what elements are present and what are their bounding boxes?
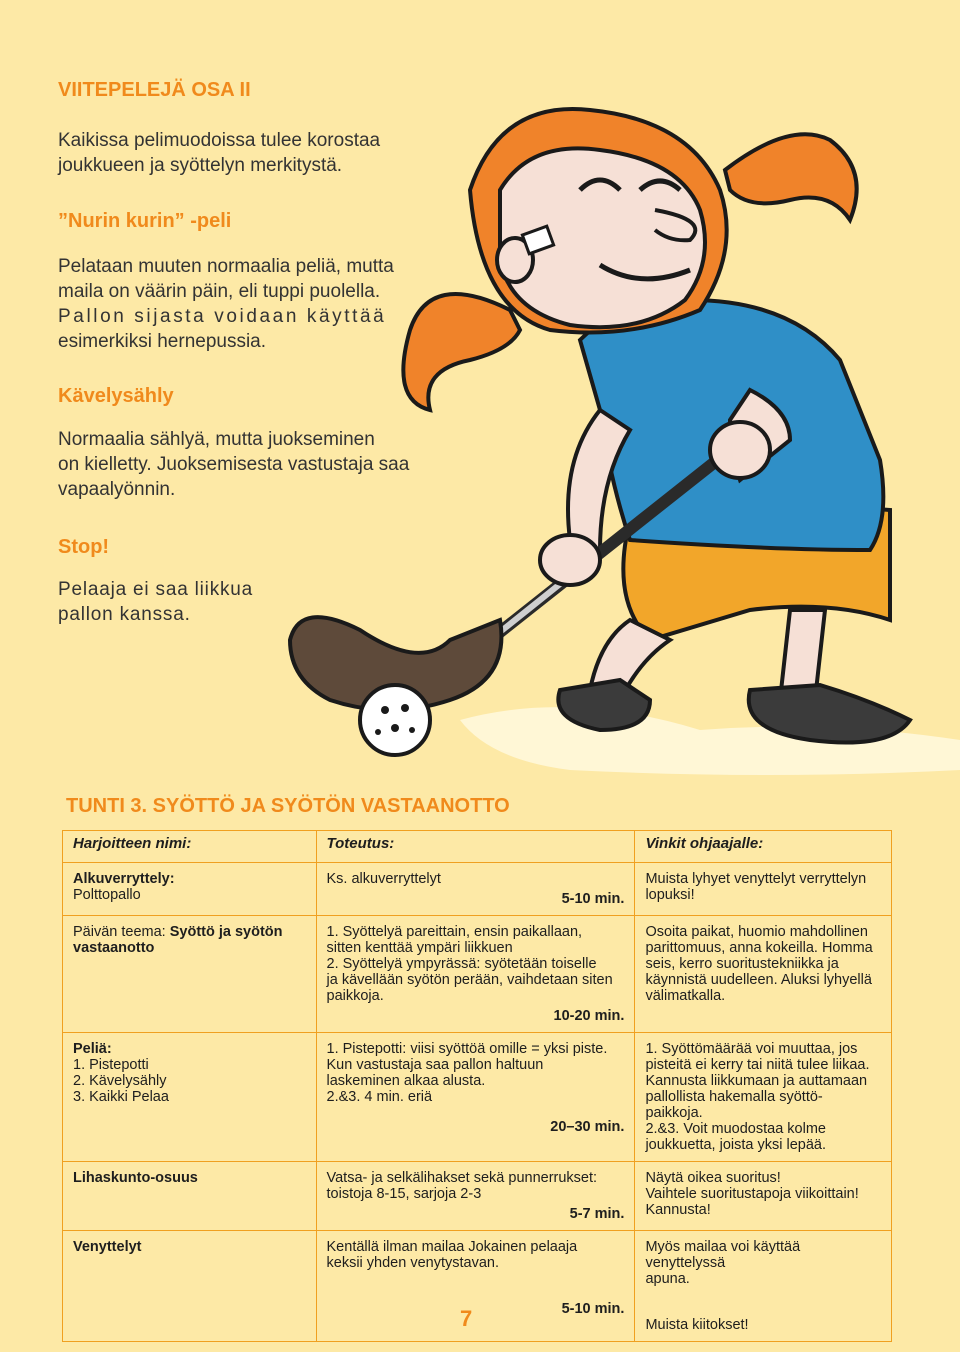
exercise-duration: 5-7 min. bbox=[569, 1206, 625, 1222]
exercise-name: Peliä: 1. Pistepotti 2. Kävelysähly 3. Kaikki Pelaa bbox=[73, 1041, 169, 1105]
exercise-implementation: Vatsa- ja selkälihakset sekä punnerrukset: toistoja 8-15, sarjoja 2-3 5-7 min. bbox=[326, 1170, 625, 1222]
exercise-implementation: Kentällä ilman mailaa Jokainen pelaaja keksii yhden venytystavan. 5-10 min. bbox=[326, 1239, 625, 1317]
floorball-girl-illustration bbox=[270, 80, 960, 780]
game-description-stop: Pelaaja ei saa liikkua pallon kanssa. bbox=[58, 579, 254, 625]
exercise-tips: Näytä oikea suoritus! Vaihtele suoritustapoja viikoittain! Kannusta! bbox=[645, 1170, 859, 1218]
exercise-name: Lihaskunto-osuus bbox=[73, 1170, 198, 1186]
table-row bbox=[63, 1162, 892, 1231]
game-description-kavelysahly: Normaalia sählyä, mutta juokseminen on kielletty. Juoksemisesta vastustaja saa vapaalyönnin. bbox=[58, 429, 410, 500]
exercise-name: Venyttelyt bbox=[73, 1239, 142, 1255]
lesson-title: TUNTI 3. SYÖTTÖ JA SYÖTÖN VASTAANOTTO bbox=[66, 795, 510, 817]
table-row bbox=[63, 863, 892, 916]
exercise-implementation: Ks. alkuverryttelyt 5-10 min. bbox=[326, 871, 625, 907]
exercise-tips: 1. Syöttömäärää voi muuttaa, jos pisteitä ei kerry tai niitä tulee liikaa. Kannusta liikkumaan ja auttamaan pallollista hakemalla syöttö- paikkoja. 2.&3. Voit muodostaa kolme joukkuetta, joista yksi lepää. bbox=[645, 1041, 870, 1153]
exercise-duration: 5-10 min. bbox=[561, 891, 625, 907]
exercise-name: Päivän teema: Syöttö ja syötön vastaanotto bbox=[73, 924, 283, 956]
exercise-duration: 5-10 min. bbox=[561, 1301, 625, 1317]
column-header-tips: Vinkit ohjaajalle: bbox=[635, 831, 892, 863]
table-row bbox=[63, 916, 892, 1033]
table-row bbox=[63, 1033, 892, 1162]
game-heading-stop: Stop! bbox=[58, 536, 110, 558]
exercise-implementation: 1. Syöttelyä pareittain, ensin paikallaan, sitten kenttää ympäri liikkuen 2. Syöttelyä ympyrässä: syötetään toiselle ja kävellään syötön perään, vaihdetaan siten paikkoja. 10-20 min. bbox=[326, 924, 625, 1024]
column-header-implementation: Toteutus: bbox=[316, 831, 635, 863]
game-heading-nurin-kurin: ”Nurin kurin” -peli bbox=[58, 210, 232, 232]
page-title: VIITEPELEJÄ OSA II bbox=[58, 79, 251, 101]
game-heading-kavelysahly: Kävelysähly bbox=[58, 385, 174, 407]
exercise-name: Alkuverryttely: Polttopallo bbox=[73, 871, 175, 903]
table-header-row bbox=[63, 831, 892, 863]
exercise-tips: Myös mailaa voi käyttää venyttelyssä apuna. Muista kiitokset! bbox=[645, 1239, 801, 1333]
exercise-tips: Muista lyhyet venyttelyt verryttelyn lopuksi! bbox=[645, 871, 867, 903]
column-header-name: Harjoitteen nimi: bbox=[63, 831, 317, 863]
lesson-plan-table bbox=[62, 830, 892, 1342]
exercise-duration: 10-20 min. bbox=[553, 1008, 625, 1024]
exercise-implementation: 1. Pistepotti: viisi syöttöä omille = yksi piste. Kun vastustaja saa pallon haltuun laskeminen alkaa alusta. 2.&3. 4 min. eriä 20–30 min. bbox=[326, 1041, 625, 1135]
intro-text: Kaikissa pelimuodoissa tulee korostaa joukkueen ja syöttelyn merkitystä. bbox=[58, 130, 381, 176]
exercise-duration: 20–30 min. bbox=[550, 1119, 625, 1135]
table-row bbox=[63, 1231, 892, 1342]
page-number: 7 bbox=[460, 1306, 473, 1331]
exercise-tips: Osoita paikat, huomio mahdollinen parittomuus, anna kokeilla. Homma seis, kerro suoritustekniikka ja käynnistä uudelleen. Aluksi lyhyellä välimatkalla. bbox=[645, 924, 873, 1004]
game-description-nurin-kurin: Pelataan muuten normaalia peliä, mutta maila on väärin päin, eli tuppi puolella. Pallon sijasta voidaan käyttää esimerkiksi hernepussia. bbox=[58, 256, 394, 352]
